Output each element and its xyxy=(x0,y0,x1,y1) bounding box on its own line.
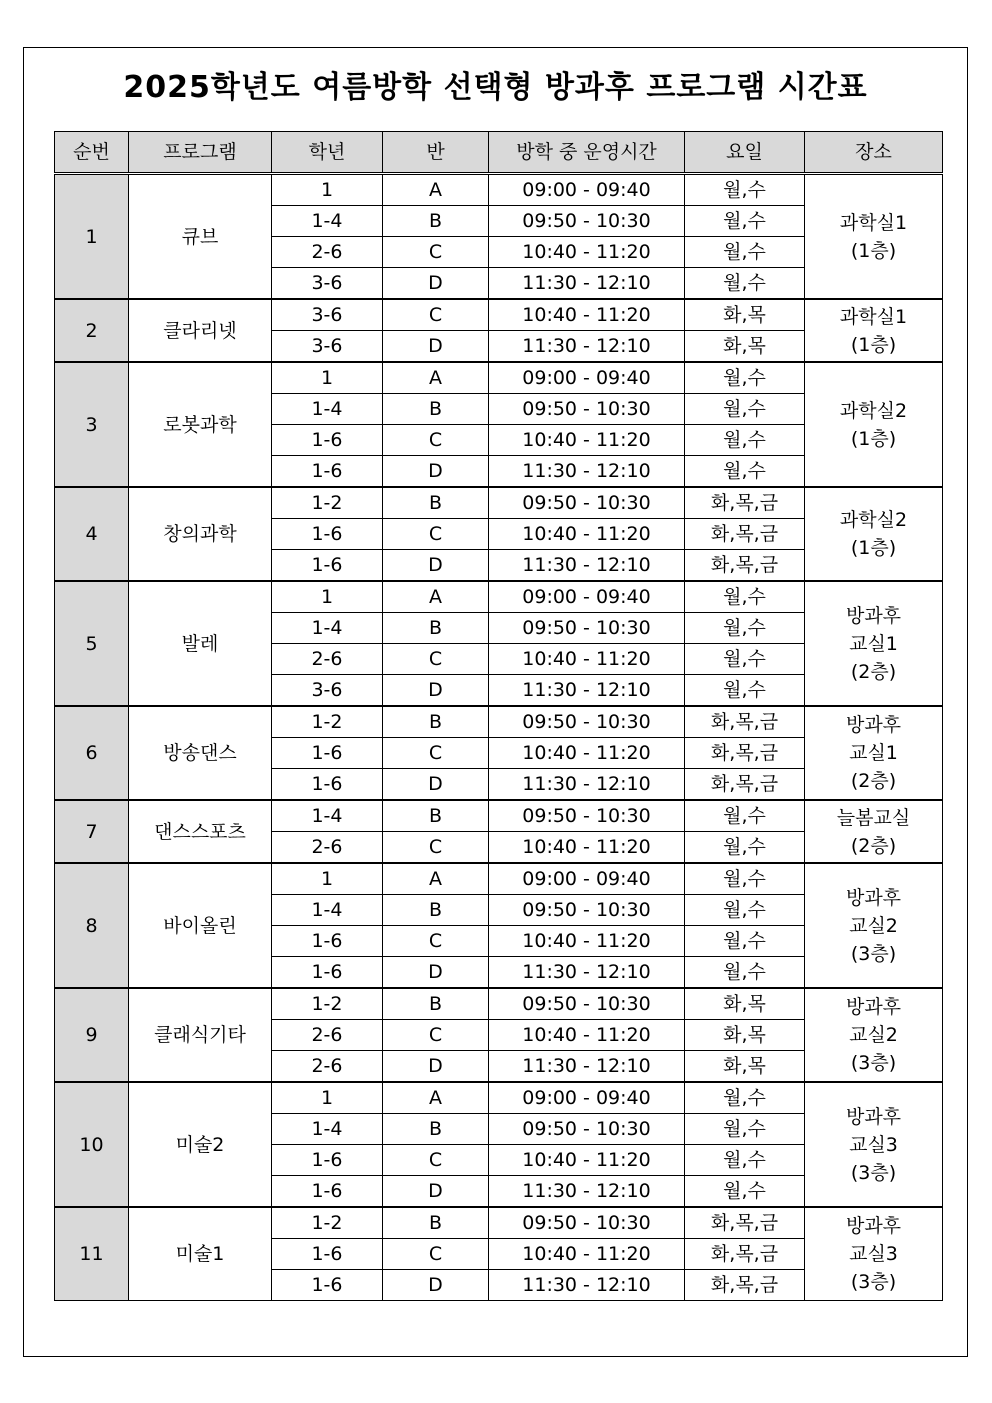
program-name: 바이올린 xyxy=(129,863,272,988)
class-cell: B xyxy=(383,706,489,738)
class-cell: D xyxy=(383,1176,489,1208)
header-row xyxy=(55,132,943,174)
days-cell: 월,수 xyxy=(685,362,805,394)
days-cell: 월,수 xyxy=(685,268,805,300)
time-cell: 09:50 - 10:30 xyxy=(489,800,685,832)
grade-cell: 1 xyxy=(272,1082,383,1114)
grade-cell: 1-2 xyxy=(272,988,383,1020)
program-name: 클라리넷 xyxy=(129,299,272,362)
location-cell xyxy=(805,1207,943,1301)
header-days: 요일 xyxy=(685,132,805,174)
class-cell: D xyxy=(383,550,489,582)
location-cell xyxy=(805,706,943,800)
time-cell: 10:40 - 11:20 xyxy=(489,832,685,864)
class-cell: C xyxy=(383,1020,489,1051)
grade-cell: 2-6 xyxy=(272,1051,383,1083)
grade-cell: 1-6 xyxy=(272,425,383,456)
location-line: 과학실1 xyxy=(839,211,908,234)
grade-cell: 3-6 xyxy=(272,331,383,363)
days-cell: 화,목,금 xyxy=(685,1270,805,1301)
header-program: 프로그램 xyxy=(129,132,272,174)
grade-cell: 1 xyxy=(272,863,383,895)
location-cell xyxy=(805,581,943,706)
grade-cell: 1-4 xyxy=(272,895,383,926)
time-cell: 09:50 - 10:30 xyxy=(489,613,685,644)
table-row xyxy=(55,174,943,206)
header-location: 장소 xyxy=(805,132,943,174)
table-row xyxy=(55,800,943,832)
class-cell: C xyxy=(383,926,489,957)
program-name: 로봇과학 xyxy=(129,362,272,487)
class-cell: C xyxy=(383,1239,489,1270)
days-cell: 월,수 xyxy=(685,174,805,206)
time-cell: 09:50 - 10:30 xyxy=(489,487,685,519)
grade-cell: 1-6 xyxy=(272,769,383,801)
class-cell: B xyxy=(383,1207,489,1239)
program-name: 방송댄스 xyxy=(129,706,272,800)
program-name: 미술1 xyxy=(129,1207,272,1301)
days-cell: 화,목,금 xyxy=(685,519,805,550)
days-cell: 월,수 xyxy=(685,1176,805,1208)
time-cell: 09:50 - 10:30 xyxy=(489,1207,685,1239)
grade-cell: 1-6 xyxy=(272,456,383,488)
days-cell: 월,수 xyxy=(685,581,805,613)
days-cell: 화,목,금 xyxy=(685,738,805,769)
location-line: 방과후 xyxy=(845,714,902,736)
days-cell: 화,목,금 xyxy=(685,1239,805,1270)
days-cell: 화,목,금 xyxy=(685,706,805,738)
time-cell: 09:50 - 10:30 xyxy=(489,1114,685,1145)
class-cell: D xyxy=(383,675,489,707)
class-cell: B xyxy=(383,988,489,1020)
days-cell: 월,수 xyxy=(685,394,805,425)
grade-cell: 3-6 xyxy=(272,675,383,707)
grade-cell: 3-6 xyxy=(272,299,383,331)
days-cell: 월,수 xyxy=(685,613,805,644)
days-cell: 월,수 xyxy=(685,957,805,989)
program-name: 큐브 xyxy=(129,174,272,300)
time-cell: 09:50 - 10:30 xyxy=(489,394,685,425)
location-line: 교실3 xyxy=(849,1243,898,1265)
program-name: 발레 xyxy=(129,581,272,706)
time-cell: 09:50 - 10:30 xyxy=(489,206,685,237)
grade-cell: 2-6 xyxy=(272,644,383,675)
time-cell: 09:00 - 09:40 xyxy=(489,174,685,206)
days-cell: 월,수 xyxy=(685,675,805,707)
program-name: 미술2 xyxy=(129,1082,272,1207)
days-cell: 화,목,금 xyxy=(685,487,805,519)
table-row xyxy=(55,706,943,738)
time-cell: 10:40 - 11:20 xyxy=(489,237,685,268)
location-cell xyxy=(805,299,943,362)
location-line: 방과후 xyxy=(845,1215,902,1237)
location-line: 과학실2 xyxy=(839,509,908,531)
location-line: (1층) xyxy=(850,333,897,356)
class-cell: A xyxy=(383,581,489,613)
location-cell xyxy=(805,362,943,487)
location-line: 교실3 xyxy=(849,1133,898,1156)
time-cell: 11:30 - 12:10 xyxy=(489,1051,685,1083)
time-cell: 11:30 - 12:10 xyxy=(489,1176,685,1208)
time-cell: 09:00 - 09:40 xyxy=(489,581,685,613)
header-time: 방학 중 운영시간 xyxy=(489,132,685,174)
location-line: (2층) xyxy=(850,834,897,857)
time-cell: 11:30 - 12:10 xyxy=(489,957,685,989)
program-name: 댄스스포츠 xyxy=(129,800,272,863)
header-grade: 학년 xyxy=(272,132,383,174)
program-name: 창의과학 xyxy=(129,487,272,581)
location-cell xyxy=(805,1082,943,1207)
class-cell: D xyxy=(383,268,489,300)
grade-cell: 1-4 xyxy=(272,1114,383,1145)
grade-cell: 1-6 xyxy=(272,957,383,989)
location-cell xyxy=(805,988,943,1082)
program-number: 7 xyxy=(55,800,129,863)
time-cell: 09:50 - 10:30 xyxy=(489,706,685,738)
location-cell xyxy=(805,174,943,300)
location-line: (2층) xyxy=(850,770,897,792)
grade-cell: 1 xyxy=(272,174,383,206)
time-cell: 10:40 - 11:20 xyxy=(489,1239,685,1270)
grade-cell: 1-6 xyxy=(272,1239,383,1270)
days-cell: 월,수 xyxy=(685,926,805,957)
grade-cell: 1-6 xyxy=(272,738,383,769)
location-line: (3층) xyxy=(850,1271,897,1293)
class-cell: C xyxy=(383,425,489,456)
table-row xyxy=(55,581,943,613)
location-cell xyxy=(805,800,943,863)
class-cell: C xyxy=(383,832,489,864)
days-cell: 화,목,금 xyxy=(685,769,805,801)
class-cell: A xyxy=(383,174,489,206)
days-cell: 화,목 xyxy=(685,988,805,1020)
table-row xyxy=(55,1207,943,1239)
location-line: (1층) xyxy=(850,427,897,450)
days-cell: 화,목 xyxy=(685,331,805,363)
time-cell: 11:30 - 12:10 xyxy=(489,769,685,801)
grade-cell: 2-6 xyxy=(272,832,383,864)
class-cell: C xyxy=(383,738,489,769)
days-cell: 월,수 xyxy=(685,800,805,832)
days-cell: 화,목 xyxy=(685,1020,805,1051)
grade-cell: 1-2 xyxy=(272,706,383,738)
location-line: 방과후 xyxy=(845,1105,902,1128)
time-cell: 11:30 - 12:10 xyxy=(489,456,685,488)
table-row xyxy=(55,487,943,519)
days-cell: 월,수 xyxy=(685,237,805,268)
location-line: 교실2 xyxy=(849,1024,898,1046)
grade-cell: 3-6 xyxy=(272,268,383,300)
days-cell: 월,수 xyxy=(685,456,805,488)
location-line: (3층) xyxy=(850,942,897,965)
program-number: 4 xyxy=(55,487,129,581)
program-number: 2 xyxy=(55,299,129,362)
time-cell: 11:30 - 12:10 xyxy=(489,675,685,707)
class-cell: A xyxy=(383,863,489,895)
days-cell: 월,수 xyxy=(685,1114,805,1145)
grade-cell: 2-6 xyxy=(272,1020,383,1051)
location-line: (3층) xyxy=(850,1161,897,1184)
days-cell: 월,수 xyxy=(685,832,805,864)
time-cell: 09:50 - 10:30 xyxy=(489,895,685,926)
table-row xyxy=(55,863,943,895)
class-cell: C xyxy=(383,644,489,675)
days-cell: 월,수 xyxy=(685,644,805,675)
class-cell: C xyxy=(383,1145,489,1176)
time-cell: 10:40 - 11:20 xyxy=(489,1020,685,1051)
time-cell: 10:40 - 11:20 xyxy=(489,519,685,550)
location-line: 교실1 xyxy=(849,742,898,764)
class-cell: D xyxy=(383,957,489,989)
time-cell: 10:40 - 11:20 xyxy=(489,644,685,675)
grade-cell: 1-4 xyxy=(272,206,383,237)
location-line: 방과후 xyxy=(845,604,902,627)
days-cell: 월,수 xyxy=(685,206,805,237)
program-number: 5 xyxy=(55,581,129,706)
class-cell: D xyxy=(383,769,489,801)
class-cell: D xyxy=(383,331,489,363)
location-line: (1층) xyxy=(850,537,897,559)
location-line: 교실2 xyxy=(849,914,898,937)
class-cell: C xyxy=(383,519,489,550)
location-line: 교실1 xyxy=(849,632,898,655)
header-class: 반 xyxy=(383,132,489,174)
grade-cell: 1-4 xyxy=(272,394,383,425)
days-cell: 화,목,금 xyxy=(685,550,805,582)
location-cell xyxy=(805,487,943,581)
program-number: 8 xyxy=(55,863,129,988)
location-cell xyxy=(805,863,943,988)
program-number: 3 xyxy=(55,362,129,487)
class-cell: B xyxy=(383,895,489,926)
grade-cell: 1 xyxy=(272,362,383,394)
grade-cell: 1-6 xyxy=(272,1270,383,1301)
table-row xyxy=(55,362,943,394)
table-row xyxy=(55,988,943,1020)
days-cell: 월,수 xyxy=(685,895,805,926)
time-cell: 11:30 - 12:10 xyxy=(489,550,685,582)
class-cell: B xyxy=(383,1114,489,1145)
class-cell: B xyxy=(383,800,489,832)
program-name: 클래식기타 xyxy=(129,988,272,1082)
time-cell: 09:00 - 09:40 xyxy=(489,863,685,895)
program-number: 10 xyxy=(55,1082,129,1207)
program-number: 1 xyxy=(55,174,129,300)
program-number: 9 xyxy=(55,988,129,1082)
schedule-body xyxy=(55,174,943,1301)
time-cell: 11:30 - 12:10 xyxy=(489,268,685,300)
class-cell: C xyxy=(383,237,489,268)
grade-cell: 1-6 xyxy=(272,1176,383,1208)
days-cell: 월,수 xyxy=(685,425,805,456)
days-cell: 화,목,금 xyxy=(685,1207,805,1239)
location-line: 과학실1 xyxy=(839,305,908,328)
grade-cell: 1-6 xyxy=(272,550,383,582)
header-number: 순번 xyxy=(55,132,129,174)
grade-cell: 1 xyxy=(272,581,383,613)
grade-cell: 1-6 xyxy=(272,926,383,957)
grade-cell: 1-2 xyxy=(272,487,383,519)
program-number: 6 xyxy=(55,706,129,800)
class-cell: C xyxy=(383,299,489,331)
location-line: 과학실2 xyxy=(839,399,908,422)
time-cell: 09:50 - 10:30 xyxy=(489,988,685,1020)
time-cell: 11:30 - 12:10 xyxy=(489,331,685,363)
days-cell: 월,수 xyxy=(685,1145,805,1176)
page-title: 2025학년도 여름방학 선택형 방과후 프로그램 시간표 xyxy=(123,70,868,105)
time-cell: 10:40 - 11:20 xyxy=(489,926,685,957)
class-cell: B xyxy=(383,487,489,519)
grade-cell: 1-6 xyxy=(272,519,383,550)
class-cell: A xyxy=(383,362,489,394)
location-line: 방과후 xyxy=(845,996,902,1018)
days-cell: 월,수 xyxy=(685,1082,805,1114)
table-row xyxy=(55,1082,943,1114)
time-cell: 10:40 - 11:20 xyxy=(489,1145,685,1176)
time-cell: 09:00 - 09:40 xyxy=(489,362,685,394)
location-line: (2층) xyxy=(850,660,897,683)
program-number: 11 xyxy=(55,1207,129,1301)
class-cell: A xyxy=(383,1082,489,1114)
class-cell: B xyxy=(383,613,489,644)
schedule-table xyxy=(54,131,943,1301)
grade-cell: 1-4 xyxy=(272,613,383,644)
grade-cell: 1-6 xyxy=(272,1145,383,1176)
days-cell: 월,수 xyxy=(685,863,805,895)
time-cell: 09:00 - 09:40 xyxy=(489,1082,685,1114)
location-line: 방과후 xyxy=(845,886,902,909)
grade-cell: 1-4 xyxy=(272,800,383,832)
days-cell: 화,목 xyxy=(685,1051,805,1083)
time-cell: 10:40 - 11:20 xyxy=(489,738,685,769)
location-line: (3층) xyxy=(850,1052,897,1074)
time-cell: 10:40 - 11:20 xyxy=(489,425,685,456)
class-cell: D xyxy=(383,1270,489,1301)
grade-cell: 1-2 xyxy=(272,1207,383,1239)
location-line: 늘봄교실 xyxy=(836,806,911,829)
grade-cell: 2-6 xyxy=(272,237,383,268)
class-cell: D xyxy=(383,1051,489,1083)
time-cell: 10:40 - 11:20 xyxy=(489,299,685,331)
location-line: (1층) xyxy=(850,239,897,262)
class-cell: B xyxy=(383,206,489,237)
class-cell: D xyxy=(383,456,489,488)
class-cell: B xyxy=(383,394,489,425)
days-cell: 화,목 xyxy=(685,299,805,331)
table-row xyxy=(55,299,943,331)
time-cell: 11:30 - 12:10 xyxy=(489,1270,685,1301)
